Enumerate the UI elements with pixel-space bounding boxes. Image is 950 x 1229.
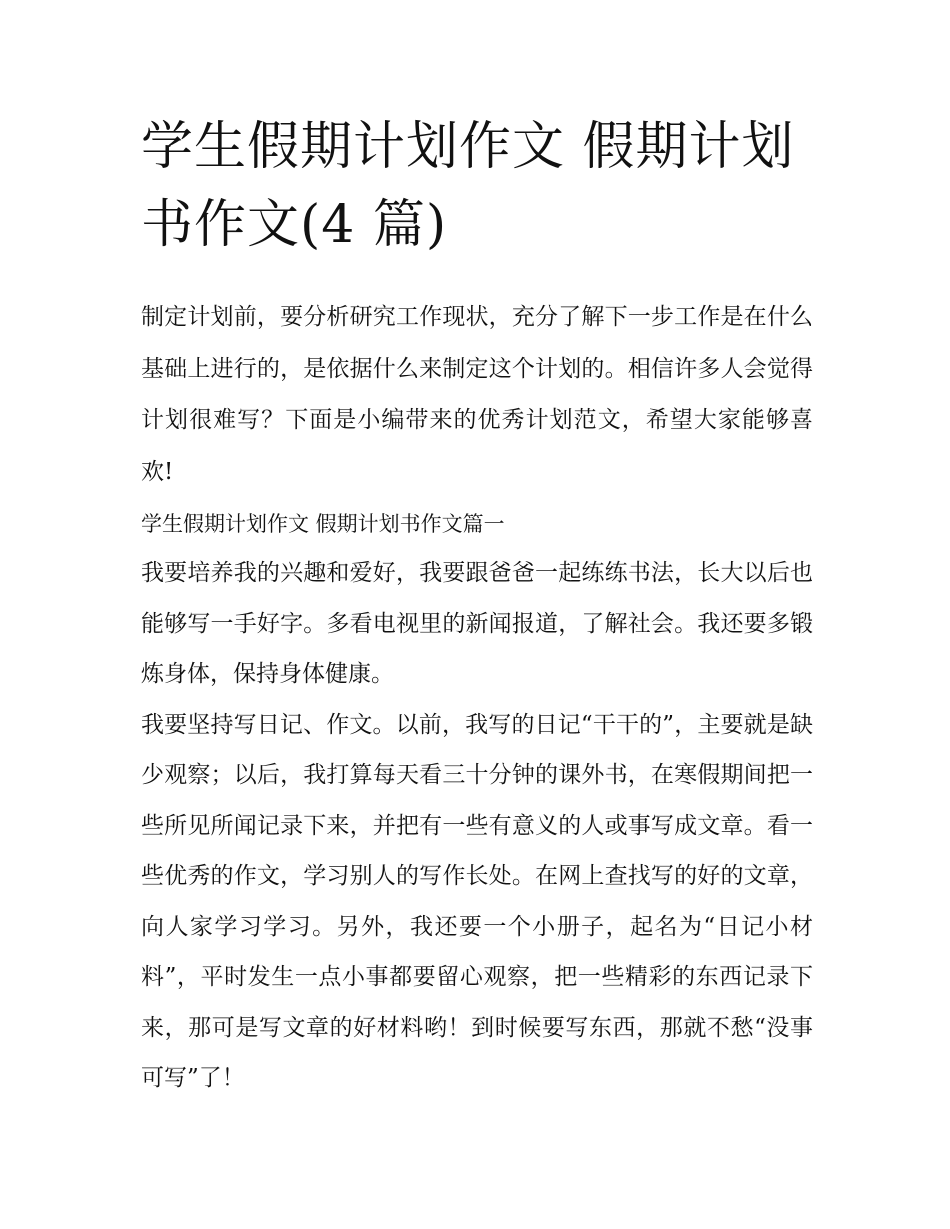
- document-title: 学生假期计划作文 假期计划书作文(4 篇): [141, 117, 795, 255]
- document-content: [141, 108, 813, 1104]
- body-paragraph-1: 我要培养我的兴趣和爱好，我要跟爸爸一起练练书法，长大以后也能够写一手好字。多看电视里的新闻报道，了解社会。我还要多锻炼身体，保持身体健康。: [141, 560, 813, 687]
- section-heading: 学生假期计划作文 假期计划书作文篇一: [141, 512, 505, 536]
- intro-paragraph: 制定计划前，要分析研究工作现状，充分了解下一步工作是在什么基础上进行的，是依据什么来制定这个计划的。相信许多人会觉得计划很难写？下面是小编带来的优秀计划范文，希望大家能够喜欢!: [141, 304, 813, 485]
- body-paragraph-2: 我要坚持写日记、作文。以前，我写的日记“干干的”，主要就是缺少观察；以后，我打算每天看三十分钟的课外书，在寒假期间把一些所见所闻记录下来，并把有一些有意义的人或事写成文章。看一些优秀的作文，学习别人的写作长处。在网上查找写的好的文章，向人家学习学习。另外，我还要一个小册子，起名为“日记小材料”，平时发生一点小事都要留心观察，把一些精彩的东西记录下来，那可是写文章的好材料哟！到时候要写东西，那就不愁“没事可写”了！: [141, 711, 813, 1091]
